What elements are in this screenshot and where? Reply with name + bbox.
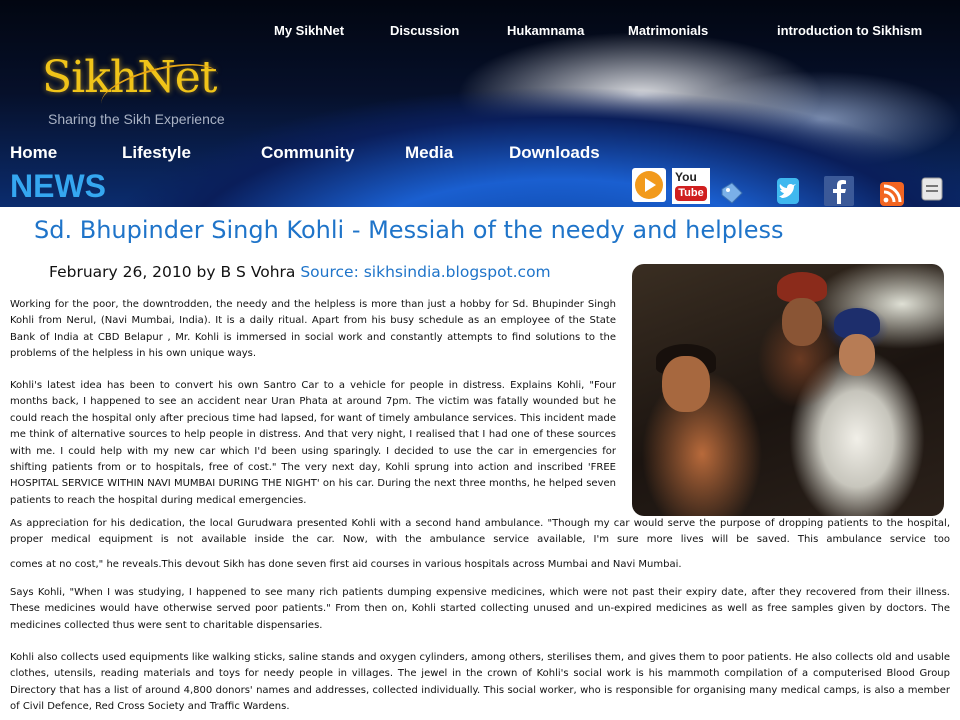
sikhnet-logo[interactable] [42,52,216,103]
byline-source-link[interactable]: Source: sikhsindia.blogspot.com [300,263,551,281]
nav-home[interactable]: Home [10,143,58,162]
site-header [0,0,960,207]
news-section-title: NEWS [10,168,106,204]
nav-my-sikhnet[interactable]: My SikhNet [274,23,345,38]
article-title: Sd. Bhupinder Singh Kohli - Messiah of the needy and helpless [34,216,784,244]
byline-author-date: February 26, 2010 by B S Vohra [49,263,296,281]
tag-icon[interactable] [718,181,744,207]
nav-lifestyle[interactable]: Lifestyle [122,143,191,162]
facebook-icon[interactable] [824,176,854,207]
article-byline [49,263,551,281]
article-paragraph-3: As appreciation for his dedication, the local Gurudwara presented Kohli with a second hand ambulance. "Though my car would serve the purpose of dropping patients to the hospital, proper medical equipment is not available inside the car. Now, with the ambulance service available, I'm sure more lives will be saved. This ambulance service too [10,518,950,546]
article-paragraph-4: Says Kohli, "When I was studying, I happened to see many rich patients dumping expensive medicines, which were not past their expiry date, after they recovered from their illness. These medicines would have otherwise served poor patients." From then on, Kohli started collecting unused and un-expired medicines as well as free samples given by doctors. The medicines collected thus were sent to charitable dispensaries. [10,587,950,631]
nav-downloads[interactable]: Downloads [509,143,600,162]
site-tagline: Sharing the Sikh Experience [48,111,225,127]
play-icon[interactable] [632,168,666,202]
twitter-icon[interactable] [775,176,801,207]
nav-media[interactable]: Media [405,143,454,162]
article-photo [632,264,944,516]
article-paragraph-3-continued: comes at no cost," he reveals.This devout Sikh has done seven first aid courses in various hospitals across Mumbai and Navi Mumbai. [10,559,682,570]
nav-matrimonials[interactable]: Matrimonials [628,23,709,38]
nav-community[interactable]: Community [261,143,355,162]
rss-icon[interactable] [880,182,904,207]
nav-hukamnama[interactable]: Hukamnama [507,23,585,38]
menu-icon[interactable] [921,177,943,205]
article-paragraph-5: Kohli also collects used equipments like walking sticks, saline stands and oxygen cylinders, among others, sterilises them, and gives them to poor patients. He also collects old and usable clothes, utensils, reading materials and toys for needy people in villages. The jewel in the crown of Kohli's social work is his mammoth compilation of a computerised Blood Group Directory that has a list of around 4,800 donors' names and addresses, collected individually. This social worker, who is responsible for organising many medical camps, is also a member of Civil Defence, Red Cross Society and Traffic Wardens. [10,652,950,713]
article-paragraph-2: Kohli's latest idea has been to convert his own Santro Car to a vehicle for people in distress. Explains Kohli, "Four months back, I happened to see an accident near Uran Phata at around 7pm. The victim was fatally wounded but he could reach the hospital only after precious time had lapsed, for want of timely ambulance services. This incident made me think of alternative sources to help people in distress. And that very night, I realised that I had one of these sources with me. I could help with my new car which I'd been using sparingly. I decided to use the car in emergencies for shifting patients from or to hospitals, free of cost." The very next day, Kohli sprung into action and inscribed 'FREE HOSPITAL SERVICE WITHIN NAVI MUMBAI DURING THE NIGHT' on his car. During the next three months, he helped seven patients to reach the hospital during medical emergencies. [10,380,616,506]
youtube-icon[interactable]: You Tube [672,168,710,204]
nav-discussion[interactable]: Discussion [390,23,460,38]
article-paragraph-1: Working for the poor, the downtrodden, the needy and the helpless is more than just a hobby for Sd. Bhupinder Singh Kohli from Nerul, (Navi Mumbai, India). It is a daily ritual. Apart from his busy schedule as an employee of the State Bank of India at CBD Belapur , Mr. Kohli is immersed in social work and constantly attempts to find solutions to the problems of the helpless in his own unique ways. [10,299,616,360]
nav-introduction-to-sikhism[interactable]: introduction to Sikhism [777,23,923,38]
logo-text: SikhNet [42,52,217,103]
